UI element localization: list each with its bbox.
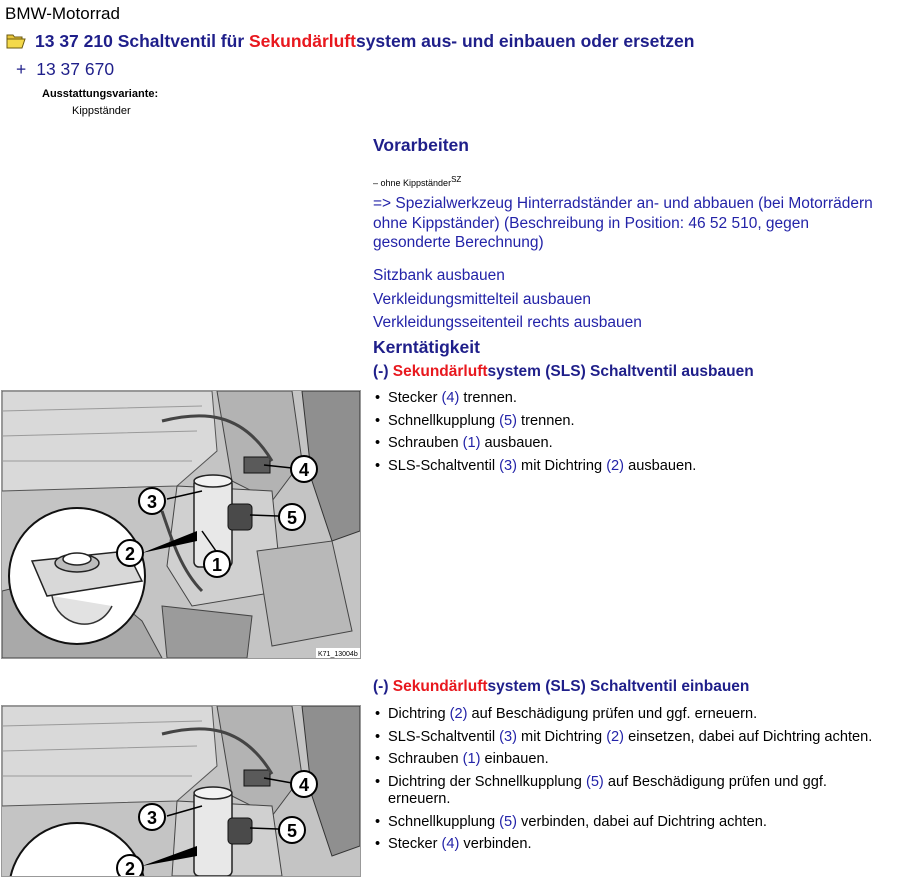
related-procedure-number[interactable]: 13 37 670: [36, 59, 115, 79]
removal-illustration: [1, 390, 361, 659]
document-title: 13 37 210 Schaltventil für Sekundärluftsystem aus- und einbauen oder ersetzen: [35, 30, 695, 51]
variant-label: Ausstattungsvariante:: [42, 88, 159, 100]
svg-text:5: 5: [286, 821, 298, 841]
installation-steps: [373, 706, 878, 859]
removal-heading: (-) Sekundärluftsystem (SLS) Schaltventil ausbauen: [373, 363, 754, 380]
svg-text:3: 3: [146, 492, 158, 512]
svg-text:5: 5: [286, 508, 298, 528]
link-verkleidungsseitenteil[interactable]: Verkleidungsseitenteil rechts ausbauen: [373, 314, 642, 331]
svg-text:3: 3: [146, 808, 158, 828]
svg-text:4: 4: [298, 460, 310, 480]
expand-plus-icon[interactable]: +: [16, 59, 27, 79]
related-procedure[interactable]: [16, 59, 114, 80]
kerntaetigkeit-heading: Kerntätigkeit: [373, 337, 480, 357]
installation-step: • Schnellkupplung (5) verbinden, dabei auf Dichtring achten.: [373, 814, 878, 832]
svg-text:4: 4: [298, 775, 310, 795]
callout-2: [117, 540, 143, 566]
callout-1: [204, 551, 230, 577]
figure-code: K71_13004b: [318, 651, 358, 658]
svg-text:1: 1: [211, 555, 223, 575]
link-sitzbank[interactable]: Sitzbank ausbauen: [373, 267, 505, 284]
callout-3: [139, 488, 165, 514]
document-title-row: [6, 30, 694, 52]
variant-value: Kippständer: [72, 105, 131, 117]
installation-step: • Schrauben (1) einbauen.: [373, 751, 878, 769]
removal-step: • SLS-Schaltventil (3) mit Dichtring (2) ausbauen.: [373, 458, 893, 476]
callout-5: [279, 817, 305, 843]
callout-4: [291, 771, 317, 797]
svg-text:2: 2: [124, 859, 136, 876]
removal-step: • Schrauben (1) ausbauen.: [373, 435, 893, 453]
special-tool-link[interactable]: => Spezialwerkzeug Hinterradständer an- und abbauen (bei Motorrädern ohne Kippständer) (Beschreibung in Position: 46 52 510, gegen gesonderte Berechnung): [373, 195, 873, 251]
condition-note: – ohne Kippständer$^{SZ}$: [373, 175, 462, 188]
removal-step: • Schnellkupplung (5) trennen.: [373, 413, 893, 431]
installation-step: • Dichtring der Schnellkupplung (5) auf Beschädigung prüfen und ggf. erneuern.: [373, 774, 878, 809]
removal-step: • Stecker (4) trennen.: [373, 390, 893, 408]
svg-text:2: 2: [124, 544, 136, 564]
removal-steps: [373, 390, 893, 480]
callout-4: [291, 456, 317, 482]
installation-step: • Stecker (4) verbinden.: [373, 836, 878, 854]
installation-step: • Dichtring (2) auf Beschädigung prüfen und ggf. erneuern.: [373, 706, 878, 724]
callout-3: [139, 804, 165, 830]
folder-open-icon[interactable]: [6, 33, 26, 49]
callout-5: [279, 504, 305, 530]
brand-name: BMW-Motorrad: [5, 4, 120, 23]
vorarbeiten-heading: Vorarbeiten: [373, 135, 469, 155]
callout-2: [117, 855, 143, 876]
installation-step: • SLS-Schaltventil (3) mit Dichtring (2) einsetzen, dabei auf Dichtring achten.: [373, 729, 878, 747]
link-verkleidungsmittelteil[interactable]: Verkleidungsmittelteil ausbauen: [373, 291, 591, 308]
installation-illustration: [1, 705, 361, 877]
installation-heading: (-) Sekundärluftsystem (SLS) Schaltventil einbauen: [373, 678, 750, 695]
